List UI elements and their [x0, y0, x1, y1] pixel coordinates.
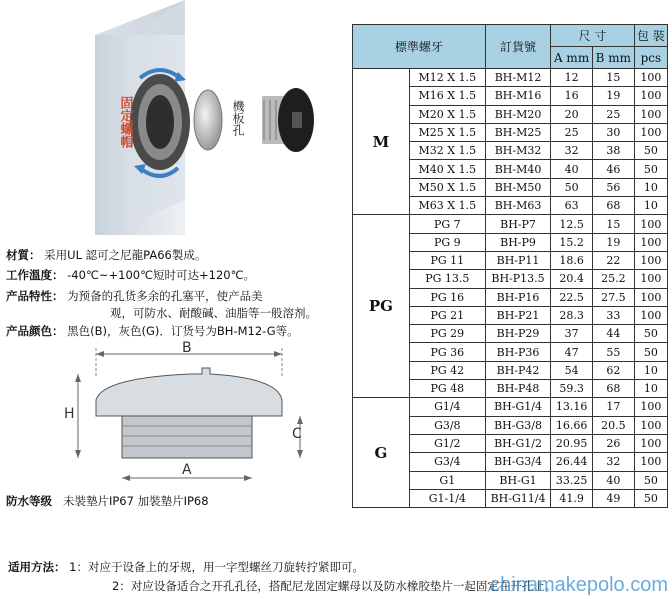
- group-label: PG: [353, 215, 410, 398]
- material-line: 材質： 采用UL 認可之尼龍PA66製成。: [6, 248, 207, 262]
- thread-cell: M63 X 1.5: [409, 197, 485, 215]
- thread-cell: M25 X 1.5: [409, 123, 485, 141]
- dim-b-cell: 15: [592, 69, 634, 87]
- thread-cell: PG 11: [409, 251, 485, 269]
- pack-qty-cell: 100: [634, 233, 667, 251]
- dimension-drawing: [50, 338, 350, 488]
- part-number-cell: BH-G1: [485, 471, 550, 489]
- pack-qty-cell: 100: [634, 434, 667, 452]
- dim-a-cell: 13.16: [551, 398, 593, 416]
- feature-value-2: 观，可防水、耐酸碱、油脂等一般溶剂。: [110, 306, 317, 320]
- material-value: 采用UL 認可之尼龍PA66製成。: [44, 248, 207, 262]
- thread-cell: PG 9: [409, 233, 485, 251]
- table-row: [353, 69, 668, 87]
- dim-b-cell: 33: [592, 306, 634, 324]
- pack-qty-cell: 50: [634, 471, 667, 489]
- header-a: A mm: [551, 47, 593, 69]
- locknut-graphic: [130, 74, 190, 170]
- plug-graphic: [262, 88, 314, 152]
- thread-cell: G1-1/4: [409, 489, 485, 507]
- header-b: B mm: [592, 47, 634, 69]
- dim-b-cell: 40: [592, 471, 634, 489]
- product-illustration: [0, 0, 350, 235]
- dim-b-cell: 44: [592, 325, 634, 343]
- dim-b-cell: 68: [592, 380, 634, 398]
- thread-cell: PG 42: [409, 361, 485, 379]
- temperature-line: 工作溫度： -40℃~+100℃短时可达+120℃。: [6, 268, 255, 282]
- color-label: 产品颜色: [6, 324, 52, 338]
- dim-a-cell: 20: [551, 105, 593, 123]
- temperature-label: 工作溫度: [6, 268, 52, 282]
- cap-profile: [96, 368, 282, 416]
- panel-hole-label: 機板孔: [231, 100, 245, 136]
- part-number-cell: BH-P7: [485, 215, 550, 233]
- thread-body: [122, 416, 252, 458]
- label-h: H: [64, 406, 75, 422]
- part-number-cell: BH-P42: [485, 361, 550, 379]
- dim-b-cell: 27.5: [592, 288, 634, 306]
- dim-b-cell: 68: [592, 197, 634, 215]
- part-number-cell: BH-M63: [485, 197, 550, 215]
- dim-a-cell: 59.3: [551, 380, 593, 398]
- pack-qty-cell: 10: [634, 178, 667, 196]
- usage-block: [8, 558, 556, 596]
- part-number-cell: BH-P48: [485, 380, 550, 398]
- part-number-cell: BH-M16: [485, 87, 550, 105]
- part-number-cell: BH-G1/2: [485, 434, 550, 452]
- dim-b-cell: 46: [592, 160, 634, 178]
- pack-qty-cell: 100: [634, 215, 667, 233]
- pack-qty-cell: 100: [634, 453, 667, 471]
- thread-cell: PG 48: [409, 380, 485, 398]
- part-number-cell: BH-M25: [485, 123, 550, 141]
- usage-text-1: 1：对应于设备上的牙规，用一字型螺丝刀旋转拧紧即可。: [69, 560, 364, 574]
- spec-table-body: [353, 69, 668, 508]
- feature-line-2: [110, 305, 317, 321]
- thread-cell: PG 16: [409, 288, 485, 306]
- dim-a-cell: 28.3: [551, 306, 593, 324]
- dim-b-cell: 32: [592, 453, 634, 471]
- dim-b-cell: 49: [592, 489, 634, 507]
- part-number-cell: BH-P36: [485, 343, 550, 361]
- part-number-cell: BH-M50: [485, 178, 550, 196]
- part-number-cell: BH-P13.5: [485, 270, 550, 288]
- dim-b-cell: 19: [592, 233, 634, 251]
- thread-cell: G1/2: [409, 434, 485, 452]
- dim-b-cell: 20.5: [592, 416, 634, 434]
- part-number-cell: BH-M20: [485, 105, 550, 123]
- pack-qty-cell: 10: [634, 380, 667, 398]
- part-number-cell: BH-P11: [485, 251, 550, 269]
- part-number-cell: BH-P9: [485, 233, 550, 251]
- thread-cell: M32 X 1.5: [409, 142, 485, 160]
- gasket-graphic: [194, 90, 222, 150]
- thread-cell: PG 13.5: [409, 270, 485, 288]
- part-number-cell: BH-G11/4: [485, 489, 550, 507]
- pack-qty-cell: 100: [634, 306, 667, 324]
- thread-cell: PG 36: [409, 343, 485, 361]
- spec-table: [352, 24, 668, 508]
- dim-a-cell: 47: [551, 343, 593, 361]
- dim-b-cell: 26: [592, 434, 634, 452]
- dim-b-cell: 25: [592, 105, 634, 123]
- pack-qty-cell: 50: [634, 325, 667, 343]
- part-number-cell: BH-M12: [485, 69, 550, 87]
- group-label: M: [353, 69, 410, 215]
- part-number-cell: BH-P29: [485, 325, 550, 343]
- part-number-cell: BH-M40: [485, 160, 550, 178]
- dim-a-cell: 54: [551, 361, 593, 379]
- waterproof-label: 防水等级: [6, 494, 52, 508]
- pack-qty-cell: 100: [634, 87, 667, 105]
- thread-cell: G1: [409, 471, 485, 489]
- pack-qty-cell: 100: [634, 69, 667, 87]
- thread-cell: G1/4: [409, 398, 485, 416]
- watermark: chinamakepolo.com: [490, 574, 668, 596]
- dim-b-cell: 19: [592, 87, 634, 105]
- part-number-cell: BH-G3/4: [485, 453, 550, 471]
- dim-a-cell: 12: [551, 69, 593, 87]
- pack-qty-cell: 50: [634, 142, 667, 160]
- dim-a-cell: 12.5: [551, 215, 593, 233]
- table-row: [353, 215, 668, 233]
- pack-qty-cell: 100: [634, 123, 667, 141]
- material-label: 材質: [6, 248, 29, 262]
- group-label: G: [353, 398, 410, 508]
- thread-cell: PG 21: [409, 306, 485, 324]
- thread-cell: M50 X 1.5: [409, 178, 485, 196]
- feature-label: 产品特性: [6, 289, 52, 303]
- thread-cell: M16 X 1.5: [409, 87, 485, 105]
- header-thread: 標準螺牙: [353, 25, 486, 69]
- temperature-value: -40℃~+100℃短时可达+120℃。: [67, 268, 255, 282]
- usage-label: 适用方法：: [8, 560, 66, 574]
- dim-a-cell: 41.9: [551, 489, 593, 507]
- dim-a-cell: 33.25: [551, 471, 593, 489]
- dim-a-cell: 20.4: [551, 270, 593, 288]
- dim-a-cell: 37: [551, 325, 593, 343]
- label-a: A: [182, 462, 192, 478]
- pack-qty-cell: 50: [634, 160, 667, 178]
- part-number-cell: BH-G3/8: [485, 416, 550, 434]
- color-value: 黑色(B)，灰色(G)．订货号为BH-M12-G等。: [67, 324, 299, 338]
- part-number-cell: BH-G1/4: [485, 398, 550, 416]
- part-number-cell: BH-P16: [485, 288, 550, 306]
- dim-b-cell: 56: [592, 178, 634, 196]
- dim-b-cell: 38: [592, 142, 634, 160]
- usage-text-2: 2：对应设备适合之开孔孔径，搭配尼龙固定螺母以及防水橡胶垫片一起固定在开孔上。: [112, 579, 557, 593]
- pack-qty-cell: 100: [634, 105, 667, 123]
- thread-cell: PG 29: [409, 325, 485, 343]
- thread-cell: G3/4: [409, 453, 485, 471]
- dim-b-cell: 25.2: [592, 270, 634, 288]
- header-part: 訂貨號: [485, 25, 550, 69]
- locknut-label: 固定螺帽: [117, 96, 133, 148]
- pack-qty-cell: 100: [634, 270, 667, 288]
- header-pack: 包 裝: [634, 25, 667, 47]
- dim-b-cell: 15: [592, 215, 634, 233]
- dim-a-cell: 32: [551, 142, 593, 160]
- dim-b-cell: 62: [592, 361, 634, 379]
- thread-cell: M12 X 1.5: [409, 69, 485, 87]
- header-size: 尺 寸: [551, 25, 635, 47]
- usage-line-2: [8, 577, 556, 596]
- dim-a-cell: 16.66: [551, 416, 593, 434]
- thread-cell: M20 X 1.5: [409, 105, 485, 123]
- pack-qty-cell: 10: [634, 361, 667, 379]
- label-b: B: [182, 340, 192, 356]
- header-pcs: pcs: [634, 47, 667, 69]
- feature-value: 为预备的孔货多余的孔塞平，使产品美: [67, 289, 263, 303]
- pack-qty-cell: 50: [634, 489, 667, 507]
- pack-qty-cell: 100: [634, 398, 667, 416]
- color-line: 产品颜色： 黑色(B)，灰色(G)．订货号为BH-M12-G等。: [6, 324, 299, 338]
- dim-b-cell: 17: [592, 398, 634, 416]
- pack-qty-cell: 100: [634, 251, 667, 269]
- pack-qty-cell: 10: [634, 197, 667, 215]
- usage-line-1: [8, 558, 556, 577]
- dim-a-cell: 18.6: [551, 251, 593, 269]
- dim-b-cell: 22: [592, 251, 634, 269]
- part-number-cell: BH-M32: [485, 142, 550, 160]
- dim-a-cell: 16: [551, 87, 593, 105]
- dim-a-cell: 63: [551, 197, 593, 215]
- pack-qty-cell: 50: [634, 343, 667, 361]
- dim-a-cell: 20.95: [551, 434, 593, 452]
- dim-a-cell: 15.2: [551, 233, 593, 251]
- dim-a-cell: 26.44: [551, 453, 593, 471]
- dim-a-cell: 25: [551, 123, 593, 141]
- thread-cell: M40 X 1.5: [409, 160, 485, 178]
- dim-a-cell: 50: [551, 178, 593, 196]
- pack-qty-cell: 100: [634, 288, 667, 306]
- pack-qty-cell: 100: [634, 416, 667, 434]
- waterproof-value: 未裝墊片IP67 加裝墊片IP68: [62, 494, 209, 508]
- thread-cell: G3/8: [409, 416, 485, 434]
- thread-cell: PG 7: [409, 215, 485, 233]
- dim-b-cell: 55: [592, 343, 634, 361]
- label-c: C: [292, 426, 302, 442]
- dim-a-cell: 40: [551, 160, 593, 178]
- part-number-cell: BH-P21: [485, 306, 550, 324]
- table-row: [353, 398, 668, 416]
- dim-a-cell: 22.5: [551, 288, 593, 306]
- dim-b-cell: 30: [592, 123, 634, 141]
- feature-line: 产品特性： 为预备的孔货多余的孔塞平，使产品美: [6, 289, 263, 303]
- waterproof-line: [6, 493, 209, 509]
